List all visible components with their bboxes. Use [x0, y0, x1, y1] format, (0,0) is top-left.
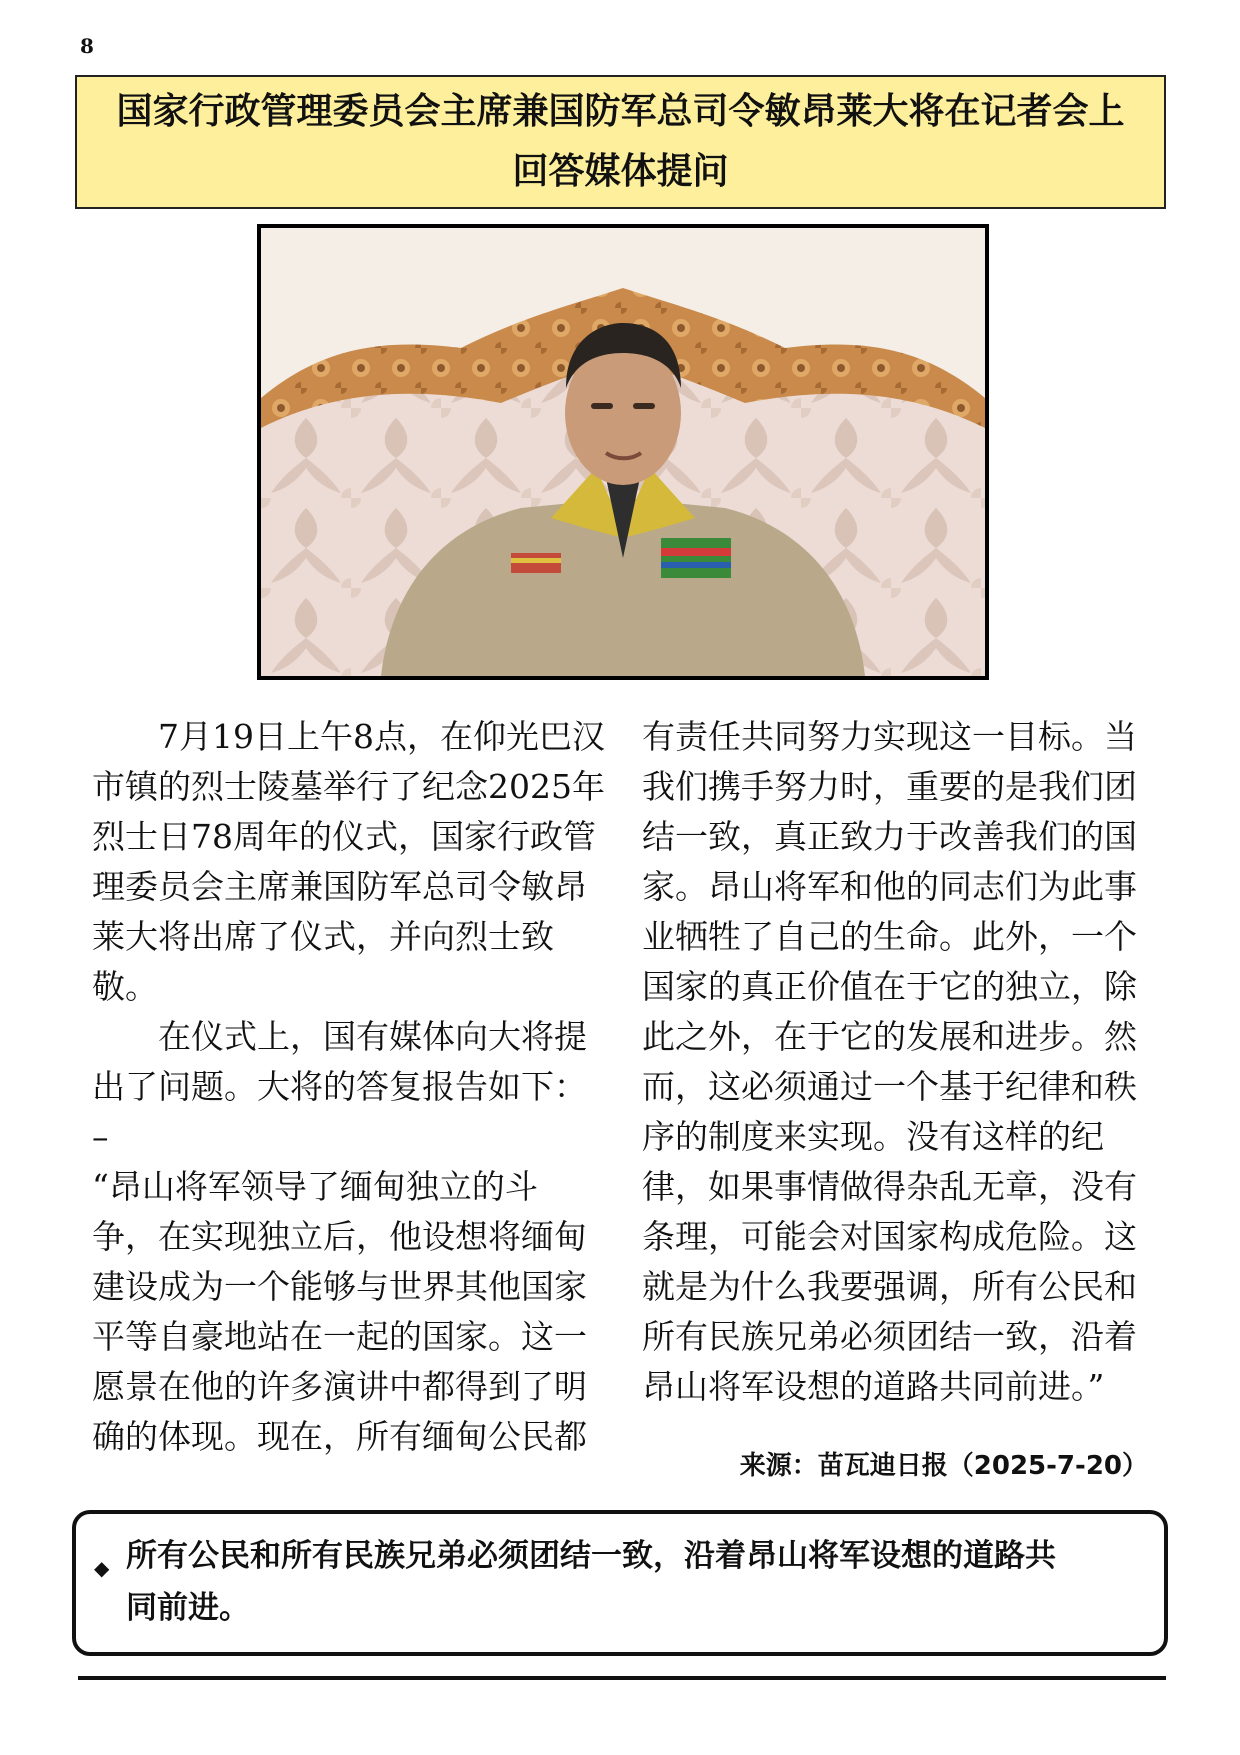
article-line: 平等自豪地站在一起的国家。这一: [92, 1317, 587, 1356]
page-number: 8: [80, 34, 94, 58]
article-line: 家。昂山将军和他的同志们为此事: [642, 867, 1137, 906]
article-right-column: [642, 712, 1162, 1412]
article-line: 7月19日上午8点，在仰光巴汉: [92, 717, 605, 756]
article-line: 在仪式上，国有媒体向大将提: [92, 1017, 587, 1056]
article-line: 国家的真正价值在于它的独立，除: [642, 967, 1137, 1006]
article-line: 我们携手努力时，重要的是我们团: [642, 767, 1137, 806]
article-line: 此之外，在于它的发展和进步。然: [642, 1017, 1137, 1056]
title-box: [75, 75, 1166, 209]
article-line: 烈士日78周年的仪式，国家行政管: [92, 817, 596, 856]
article-line: “昂山将军领导了缅甸独立的斗: [92, 1167, 538, 1206]
article-line: 出了问题。大将的答复报告如下：: [92, 1067, 587, 1106]
footer-divider: [78, 1676, 1166, 1680]
highlight-line-2: 同前进。: [126, 1590, 250, 1626]
highlight-line-1: 所有公民和所有民族兄弟必须团结一致，沿着昂山将军设想的道路共: [126, 1538, 1056, 1574]
article-line: 愿景在他的许多演讲中都得到了明: [92, 1367, 587, 1406]
article-line: 昂山将军设想的道路共同前进。”: [642, 1367, 1105, 1406]
article-line: 确的体现。现在，所有缅甸公民都: [92, 1417, 587, 1456]
article-line: 争，在实现独立后，他设想将缅甸: [92, 1217, 587, 1256]
article-line: 序的制度来实现。没有这样的纪: [642, 1117, 1104, 1156]
highlight-box: [72, 1510, 1168, 1656]
article-left-column: [92, 712, 612, 1462]
title-line-1: 国家行政管理委员会主席兼国防军总司令敏昂莱大将在记者会上: [116, 91, 1125, 132]
portrait-photo: [257, 224, 989, 680]
article-line: 结一致，真正致力于改善我们的国: [642, 817, 1137, 856]
article-line: 有责任共同努力实现这一目标。当: [642, 717, 1137, 756]
article-line: 市镇的烈士陵墓举行了纪念2025年: [92, 767, 605, 806]
article-line: –: [92, 1117, 109, 1156]
article-line: 敬。: [92, 967, 158, 1006]
article-line: 就是为什么我要强调，所有公民和: [642, 1267, 1137, 1306]
article-line: 律，如果事情做得杂乱无章，没有: [642, 1167, 1137, 1206]
article-line: 条理，可能会对国家构成危险。这: [642, 1217, 1137, 1256]
article-line: 建设成为一个能够与世界其他国家: [92, 1267, 587, 1306]
portrait-illustration: [261, 228, 985, 676]
source-credit: 来源：苗瓦迪日报（2025-7-20）: [739, 1451, 1148, 1481]
article-line: 莱大将出席了仪式，并向烈士致: [92, 917, 554, 956]
article-line: 而，这必须通过一个基于纪律和秩: [642, 1067, 1137, 1106]
article-line: 业牺牲了自己的生命。此外，一个: [642, 917, 1137, 956]
title-line-2: 回答媒体提问: [512, 151, 729, 192]
diamond-bullet-icon: ◆: [94, 1556, 110, 1580]
article-line: 所有民族兄弟必须团结一致，沿着: [642, 1317, 1137, 1356]
article-line: 理委员会主席兼国防军总司令敏昂: [92, 867, 587, 906]
highlight-text: [126, 1530, 1056, 1634]
